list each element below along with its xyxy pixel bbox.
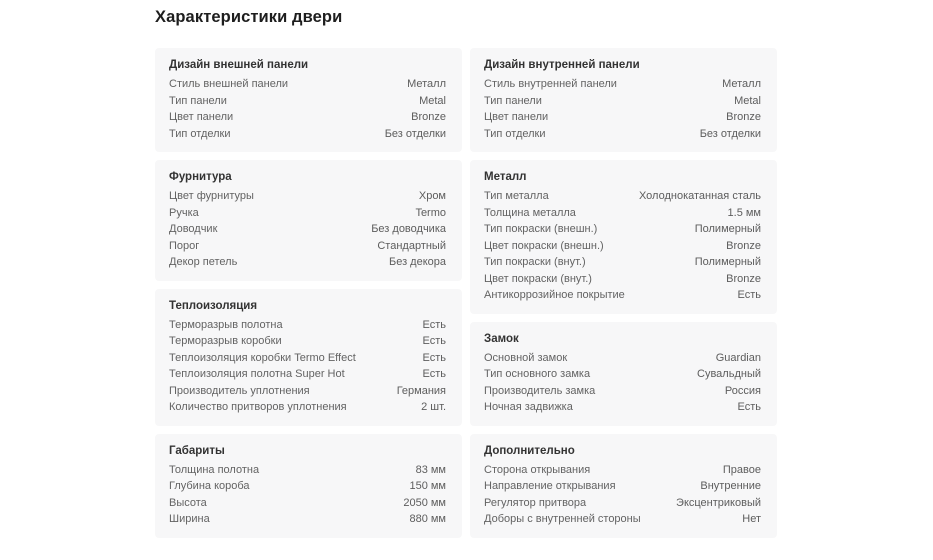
spec-row bbox=[484, 350, 761, 367]
spec-row bbox=[169, 478, 446, 495]
spec-label: Стиль внешней панели bbox=[169, 78, 289, 90]
spec-value: Полимерный bbox=[694, 256, 761, 268]
spec-card bbox=[470, 434, 777, 538]
spec-card-rows bbox=[169, 76, 446, 142]
spec-card bbox=[470, 48, 777, 152]
spec-row bbox=[169, 126, 446, 143]
spec-value: Bronze bbox=[726, 239, 761, 252]
spec-row bbox=[484, 478, 761, 495]
spec-label: Доводчик bbox=[169, 223, 218, 235]
spec-value: Metal bbox=[419, 94, 446, 107]
spec-value: Сувальдный bbox=[697, 368, 761, 380]
spec-value: Есть bbox=[737, 289, 761, 301]
spec-card-rows bbox=[169, 317, 446, 416]
spec-label: Высота bbox=[169, 496, 207, 509]
spec-row bbox=[169, 383, 446, 400]
spec-row bbox=[484, 126, 761, 143]
spec-card-title: Фурнитура bbox=[169, 171, 232, 183]
spec-label: Толщина металла bbox=[484, 206, 576, 219]
spec-row bbox=[169, 109, 446, 126]
spec-value: Хром bbox=[418, 190, 446, 202]
spec-row bbox=[484, 366, 761, 383]
specs-column-right bbox=[470, 48, 777, 538]
spec-label: Количество притворов уплотнения bbox=[169, 401, 347, 413]
spec-card bbox=[470, 322, 777, 426]
spec-label: Ручка bbox=[169, 206, 199, 219]
characteristics-section bbox=[155, 8, 777, 538]
spec-label: Глубина короба bbox=[169, 480, 250, 492]
spec-card-title: Дизайн внешней панели bbox=[169, 59, 309, 71]
spec-row bbox=[484, 271, 761, 288]
spec-row bbox=[169, 76, 446, 93]
spec-row bbox=[484, 462, 761, 479]
spec-label: Доборы с внутренней стороны bbox=[484, 513, 641, 525]
spec-label: Цвет панели bbox=[169, 111, 234, 123]
spec-label: Сторона открывания bbox=[484, 463, 591, 476]
spec-label: Тип панели bbox=[484, 94, 542, 107]
spec-card bbox=[155, 289, 462, 426]
spec-label: Тип покраски (внешн.) bbox=[484, 223, 598, 235]
spec-row bbox=[484, 238, 761, 255]
spec-row bbox=[169, 366, 446, 383]
spec-value: Есть bbox=[422, 368, 446, 380]
spec-label: Терморазрыв коробки bbox=[169, 335, 282, 347]
spec-row bbox=[484, 495, 761, 512]
spec-value: Внутренние bbox=[700, 480, 761, 492]
spec-label: Основной замок bbox=[484, 351, 568, 364]
spec-value: Без отделки bbox=[384, 127, 446, 140]
specs-grid bbox=[155, 48, 777, 538]
spec-value: 880 мм bbox=[409, 513, 446, 525]
spec-value: Металл bbox=[722, 78, 761, 90]
spec-label: Порог bbox=[169, 239, 200, 252]
spec-label: Антикоррозийное покрытие bbox=[484, 289, 625, 301]
spec-card-rows bbox=[484, 76, 761, 142]
spec-row bbox=[484, 93, 761, 110]
spec-label: Направление открывания bbox=[484, 480, 616, 492]
spec-row bbox=[169, 333, 446, 350]
spec-label: Ночная задвижка bbox=[484, 401, 573, 413]
spec-card-title: Теплоизоляция bbox=[169, 299, 258, 312]
spec-card-title: Дизайн внутренней панели bbox=[484, 59, 640, 71]
spec-label: Производитель замка bbox=[484, 384, 596, 397]
spec-label: Толщина полотна bbox=[169, 463, 260, 476]
spec-row bbox=[484, 383, 761, 400]
specs-column-left bbox=[155, 48, 462, 538]
spec-value: Металл bbox=[407, 78, 446, 90]
spec-card-title: Дополнительно bbox=[484, 444, 575, 457]
spec-value: Без доводчика bbox=[371, 223, 446, 235]
spec-row bbox=[169, 399, 446, 416]
spec-label: Ширина bbox=[169, 513, 210, 525]
spec-card bbox=[155, 434, 462, 538]
spec-value: Guardian bbox=[715, 351, 761, 364]
spec-label: Регулятор притвора bbox=[484, 496, 587, 509]
spec-label: Тип панели bbox=[169, 94, 227, 107]
spec-value: 2 шт. bbox=[421, 401, 446, 413]
spec-value: Termo bbox=[415, 206, 446, 219]
spec-label: Тип основного замка bbox=[484, 368, 591, 380]
spec-card bbox=[470, 160, 777, 314]
spec-row bbox=[484, 188, 761, 205]
spec-value: Холоднокатанная сталь bbox=[638, 190, 761, 202]
spec-label: Тип покраски (внут.) bbox=[484, 256, 586, 268]
spec-value: Bronze bbox=[411, 111, 446, 123]
spec-row bbox=[484, 511, 761, 528]
spec-row bbox=[484, 221, 761, 238]
spec-row bbox=[169, 93, 446, 110]
page-title: Характеристики двери bbox=[155, 8, 343, 26]
spec-value: Полимерный bbox=[694, 223, 761, 235]
spec-value: Стандартный bbox=[377, 239, 446, 252]
spec-card-title: Габариты bbox=[169, 444, 225, 457]
spec-label: Цвет покраски (внут.) bbox=[484, 272, 592, 285]
spec-card-title: Замок bbox=[484, 332, 519, 345]
spec-label: Производитель уплотнения bbox=[169, 384, 310, 397]
spec-value: 150 мм bbox=[409, 480, 446, 492]
spec-row bbox=[169, 238, 446, 255]
spec-value: 2050 мм bbox=[403, 496, 446, 509]
spec-row bbox=[169, 188, 446, 205]
spec-value: Bronze bbox=[726, 272, 761, 285]
spec-row bbox=[484, 287, 761, 304]
spec-value: Без отделки bbox=[699, 127, 761, 140]
spec-value: Германия bbox=[396, 384, 446, 397]
spec-value: Есть bbox=[422, 335, 446, 347]
spec-row bbox=[169, 254, 446, 271]
spec-card-rows bbox=[484, 188, 761, 304]
spec-label: Цвет покраски (внешн.) bbox=[484, 239, 604, 252]
spec-row bbox=[169, 350, 446, 367]
spec-label: Теплоизоляция полотна Super Hot bbox=[169, 368, 345, 380]
spec-label: Теплоизоляция коробки Termo Effect bbox=[169, 351, 356, 364]
spec-row bbox=[484, 399, 761, 416]
spec-label: Цвет фурнитуры bbox=[169, 190, 254, 202]
spec-label: Стиль внутренней панели bbox=[484, 78, 617, 90]
spec-row bbox=[169, 462, 446, 479]
spec-value: Есть bbox=[737, 401, 761, 413]
spec-card bbox=[155, 48, 462, 152]
spec-value: Россия bbox=[724, 384, 761, 397]
spec-value: Metal bbox=[734, 94, 761, 107]
spec-label: Тип металла bbox=[484, 190, 549, 202]
spec-value: Правое bbox=[722, 463, 761, 476]
spec-label: Тип отделки bbox=[169, 127, 231, 140]
spec-card-title: Металл bbox=[484, 171, 527, 183]
spec-card-rows bbox=[169, 188, 446, 271]
spec-value: Нет bbox=[742, 513, 761, 525]
spec-value: 1.5 мм bbox=[727, 206, 761, 219]
spec-card bbox=[155, 160, 462, 281]
spec-row bbox=[169, 317, 446, 334]
spec-row bbox=[169, 511, 446, 528]
spec-label: Тип отделки bbox=[484, 127, 546, 140]
spec-value: Есть bbox=[422, 351, 446, 364]
spec-row bbox=[169, 221, 446, 238]
spec-card-rows bbox=[169, 462, 446, 528]
spec-row bbox=[484, 254, 761, 271]
spec-label: Терморазрыв полотна bbox=[169, 318, 283, 331]
spec-value: Без декора bbox=[388, 256, 446, 268]
spec-value: Эксцентриковый bbox=[676, 496, 761, 509]
spec-value: 83 мм bbox=[415, 463, 446, 476]
spec-row bbox=[169, 495, 446, 512]
spec-label: Цвет панели bbox=[484, 111, 549, 123]
spec-row bbox=[484, 76, 761, 93]
spec-row bbox=[484, 205, 761, 222]
spec-row bbox=[169, 205, 446, 222]
spec-label: Декор петель bbox=[169, 256, 238, 268]
spec-card-rows bbox=[484, 350, 761, 416]
spec-row bbox=[484, 109, 761, 126]
spec-value: Есть bbox=[422, 318, 446, 331]
spec-value: Bronze bbox=[726, 111, 761, 123]
spec-card-rows bbox=[484, 462, 761, 528]
